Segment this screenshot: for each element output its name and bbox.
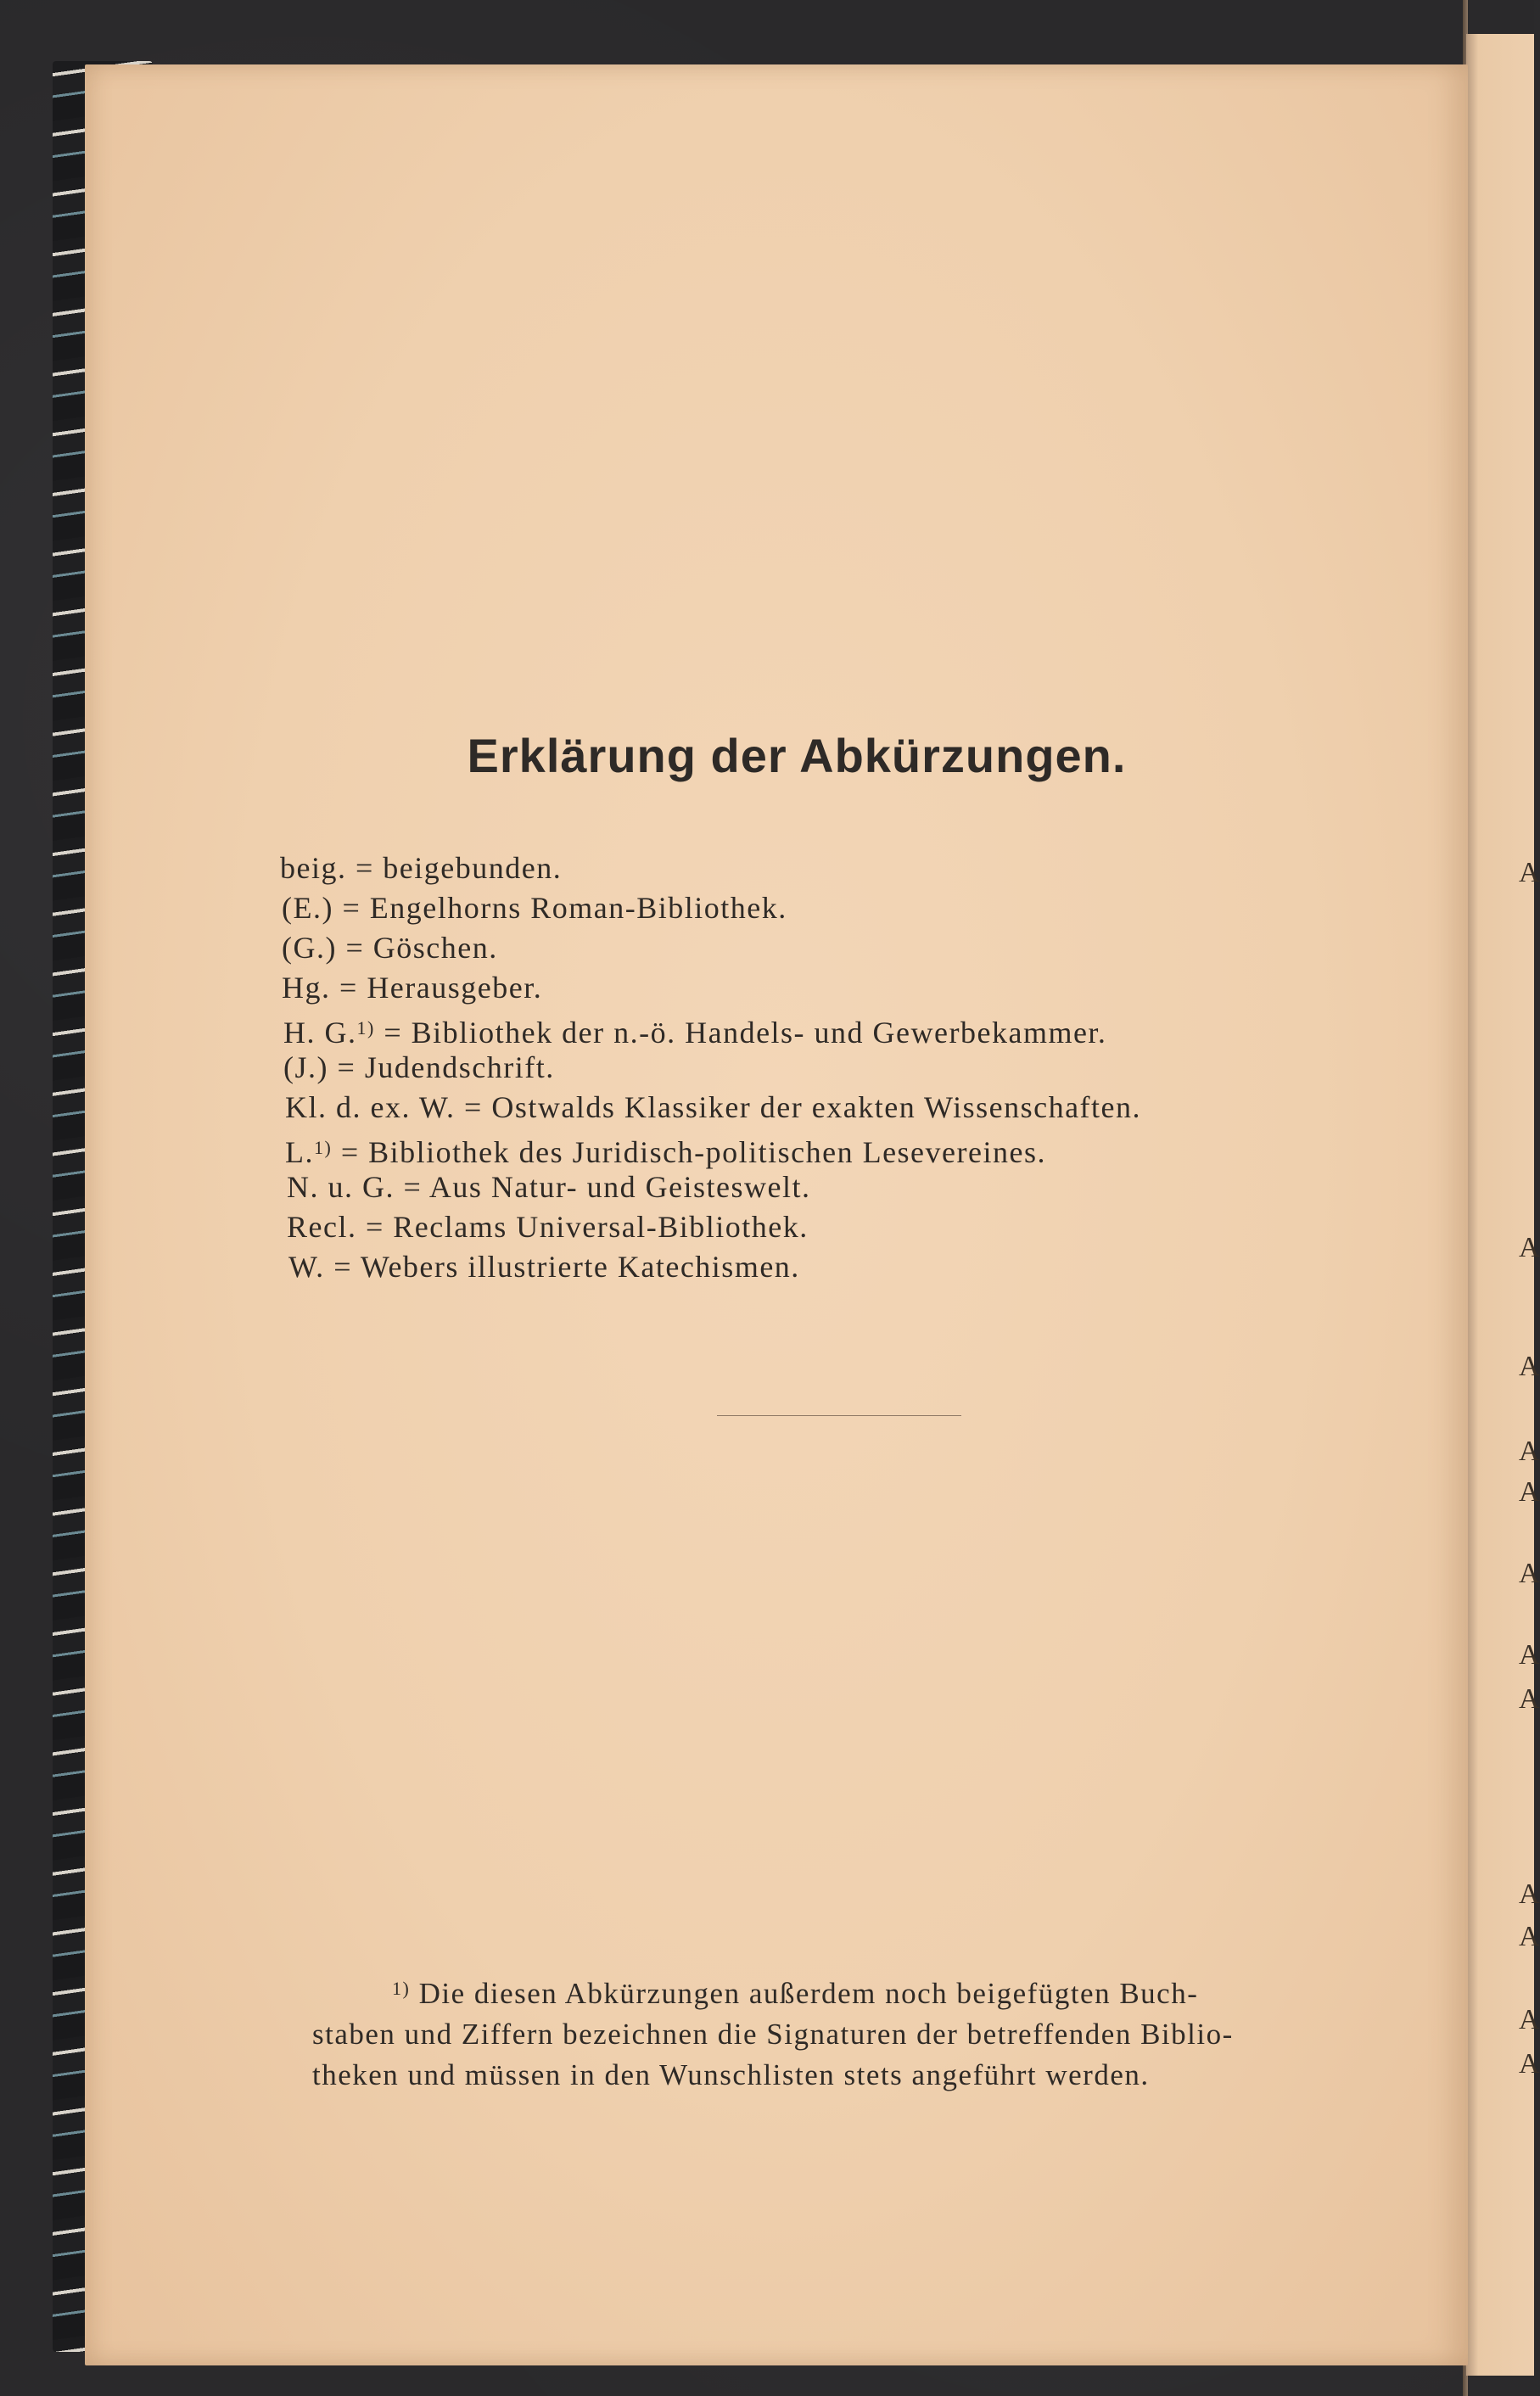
equals-sign: = (464, 1090, 483, 1124)
abbreviation-meaning: Bibliothek der n.-ö. Handels- und Gewerbekammer. (411, 1016, 1107, 1050)
facing-letter: A (1519, 1436, 1540, 1467)
facing-letter: A (1519, 1558, 1540, 1589)
equals-sign: = (333, 1250, 352, 1284)
abbreviation: (J.) (283, 1050, 328, 1084)
footnote-line: staben und Ziffern bezeichnen die Signaturen der betreffenden Biblio- (312, 2018, 1234, 2051)
abbreviation: Hg. (282, 971, 331, 1005)
abbreviation-entry (280, 1008, 1383, 1048)
facing-letter: A (1519, 1683, 1540, 1715)
abbreviation-entry (280, 1088, 1383, 1128)
footnote-line (312, 1968, 1407, 2014)
equals-sign: = (403, 1170, 423, 1204)
abbreviation-entry (280, 1207, 1383, 1247)
abbreviation-meaning: Aus Natur- und Geisteswelt. (428, 1170, 811, 1204)
abbreviation-meaning: Bibliothek des Juridisch-politischen Lesevereines. (368, 1135, 1046, 1169)
equals-sign: = (340, 1135, 360, 1169)
facing-letter: A (1519, 1639, 1540, 1671)
abbreviation-entry (280, 1048, 1383, 1088)
abbreviation-entry (280, 1128, 1383, 1167)
facing-letter: A (1519, 2048, 1540, 2080)
page-title: Erklärung der Abkürzungen. (467, 729, 1127, 782)
footnote-marker: 1) (314, 1137, 333, 1158)
facing-letter: A (1519, 857, 1540, 888)
abbreviation: W. (288, 1250, 325, 1284)
abbreviation-meaning: Ostwalds Klassiker der exakten Wissenschaften. (491, 1090, 1142, 1124)
abbreviation-meaning: beigebunden. (383, 851, 563, 885)
abbreviation-meaning: Engelhorns Roman-Bibliothek. (369, 891, 787, 925)
facing-letter: A (1519, 1351, 1540, 1382)
facing-letter: A (1519, 1878, 1540, 1910)
facing-letter: A (1519, 2004, 1540, 2035)
footnote-line: theken und müssen in den Wunschlisten stets angeführt werden. (312, 2058, 1150, 2091)
abbreviation: N. u. G. (287, 1170, 395, 1204)
abbreviation: Kl. d. ex. W. (285, 1090, 456, 1124)
footnote-text: Die diesen Abkürzungen außerdem noch beigefügten Buch- (418, 1977, 1199, 2010)
abbreviation-meaning: Göschen. (372, 931, 498, 965)
abbreviation: beig. (280, 851, 347, 885)
abbreviation-entry (280, 1167, 1383, 1207)
equals-sign: = (365, 1210, 384, 1244)
facing-letter: A (1519, 1921, 1540, 1952)
abbreviation-entry (280, 928, 1383, 968)
abbreviation: H. G. (283, 1016, 357, 1050)
abbreviation-entry (280, 968, 1383, 1008)
abbreviation-meaning: Herausgeber. (367, 971, 543, 1005)
abbreviation: Recl. (287, 1210, 357, 1244)
abbreviation-entry (280, 888, 1383, 928)
footnote (312, 1968, 1407, 2096)
facing-page-letters (1519, 0, 1540, 2396)
equals-sign: = (337, 1050, 356, 1084)
equals-sign: = (384, 1016, 403, 1050)
facing-letter: A (1519, 1476, 1540, 1508)
footnote-marker: 1) (356, 1017, 375, 1038)
abbreviation-meaning: Judendschrift. (364, 1050, 555, 1084)
facing-letter: A (1519, 1232, 1540, 1263)
abbreviation: (E.) (282, 891, 333, 925)
abbreviation-meaning: Reclams Universal-Bibliothek. (393, 1210, 809, 1244)
footnote-marker: 1) (392, 1978, 411, 1999)
section-divider (717, 1415, 961, 1416)
equals-sign: = (345, 931, 365, 965)
equals-sign: = (339, 971, 358, 1005)
abbreviation-entry (280, 1247, 1383, 1287)
equals-sign: = (355, 851, 374, 885)
abbreviation: (G.) (282, 931, 337, 965)
abbreviation-meaning: Webers illustrierte Katechismen. (360, 1250, 800, 1284)
abbreviation-entry (280, 848, 1383, 888)
abbreviation-list (280, 848, 1383, 1287)
abbreviation: L. (285, 1135, 314, 1169)
equals-sign: = (342, 891, 361, 925)
